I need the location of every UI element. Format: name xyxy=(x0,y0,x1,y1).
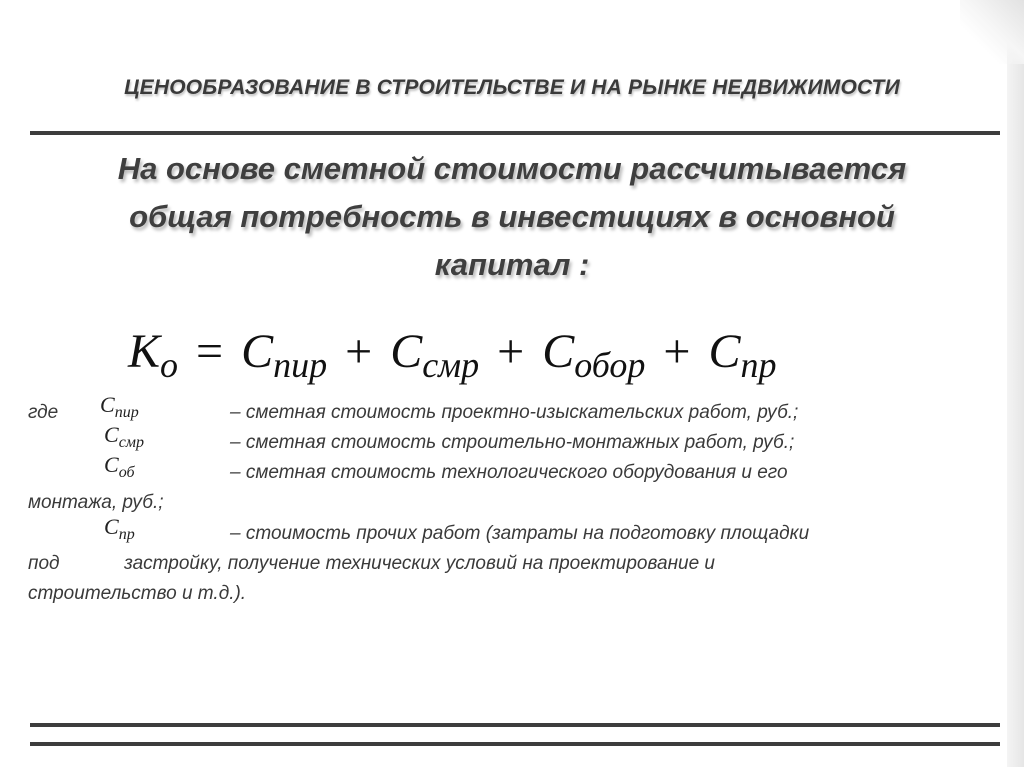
definition-pr-line2: застройку, получение технических условий на проектирование и xyxy=(124,553,716,574)
symbol-c-ob-main: C xyxy=(104,452,119,477)
where-label: где xyxy=(28,402,59,423)
formula-plus-2: + xyxy=(497,325,525,378)
formula-term4-sub: пр xyxy=(740,345,777,385)
definition-pir: – сметная стоимость проектно-изыскательских работ, руб.; xyxy=(230,402,799,423)
formula-term4: C xyxy=(708,325,741,378)
heading-line-1: На основе сметной стоимости рассчитывается xyxy=(117,151,907,186)
investment-formula xyxy=(128,312,968,392)
slide-frame-edge xyxy=(1007,0,1024,767)
formula-plus-1: + xyxy=(345,325,373,378)
formula-term2-sub: смр xyxy=(422,345,480,385)
symbol-c-pir-main: C xyxy=(100,392,115,417)
symbol-c-pr-sub: пр xyxy=(118,526,135,543)
symbol-c-ob xyxy=(104,452,135,481)
footer-divider-2 xyxy=(30,742,1000,746)
definition-pr-line1: – стоимость прочих работ (затраты на подготовку площадки xyxy=(230,523,810,544)
title-divider xyxy=(30,131,1000,135)
slide-frame-corner xyxy=(960,0,1024,64)
symbol-c-pr xyxy=(104,514,135,543)
slide-heading xyxy=(60,145,964,289)
slide-title: ЦЕНООБРАЗОВАНИЕ В СТРОИТЕЛЬСТВЕ И НА РЫНКЕ НЕДВИЖИМОСТИ xyxy=(124,76,900,99)
symbol-c-pr-main: C xyxy=(104,514,119,539)
footer-divider-1 xyxy=(30,723,1000,727)
symbol-c-smr-main: C xyxy=(104,422,119,447)
heading-line-3: капитал : xyxy=(434,247,590,282)
definition-ob-line2: монтажа, руб.; xyxy=(28,492,164,513)
definition-pr-line3: строительство и т.д.). xyxy=(28,583,247,604)
symbol-c-smr xyxy=(104,422,144,451)
formula-term1-sub: пир xyxy=(273,345,328,385)
formula-equals: = xyxy=(196,325,224,378)
formula-term1: C xyxy=(241,325,274,378)
formula-lhs-sub: o xyxy=(160,345,179,385)
definition-pr-line2-start: под xyxy=(28,553,60,574)
formula-lhs: K xyxy=(128,325,161,378)
symbol-c-pir xyxy=(100,392,139,421)
formula-plus-3: + xyxy=(663,325,691,378)
definition-ob-line1: – сметная стоимость технологического оборудования и его xyxy=(230,462,788,483)
formula-term3: C xyxy=(542,325,575,378)
definition-smr: – сметная стоимость строительно-монтажных работ, руб.; xyxy=(230,432,795,453)
symbol-c-pir-sub: пир xyxy=(114,404,139,421)
formula-term3-sub: обор xyxy=(574,345,646,385)
symbol-c-smr-sub: смр xyxy=(118,434,144,451)
formula-term2: C xyxy=(390,325,423,378)
symbol-c-ob-sub: об xyxy=(118,464,135,481)
heading-line-2: общая потребность в инвестициях в основной xyxy=(129,199,895,234)
